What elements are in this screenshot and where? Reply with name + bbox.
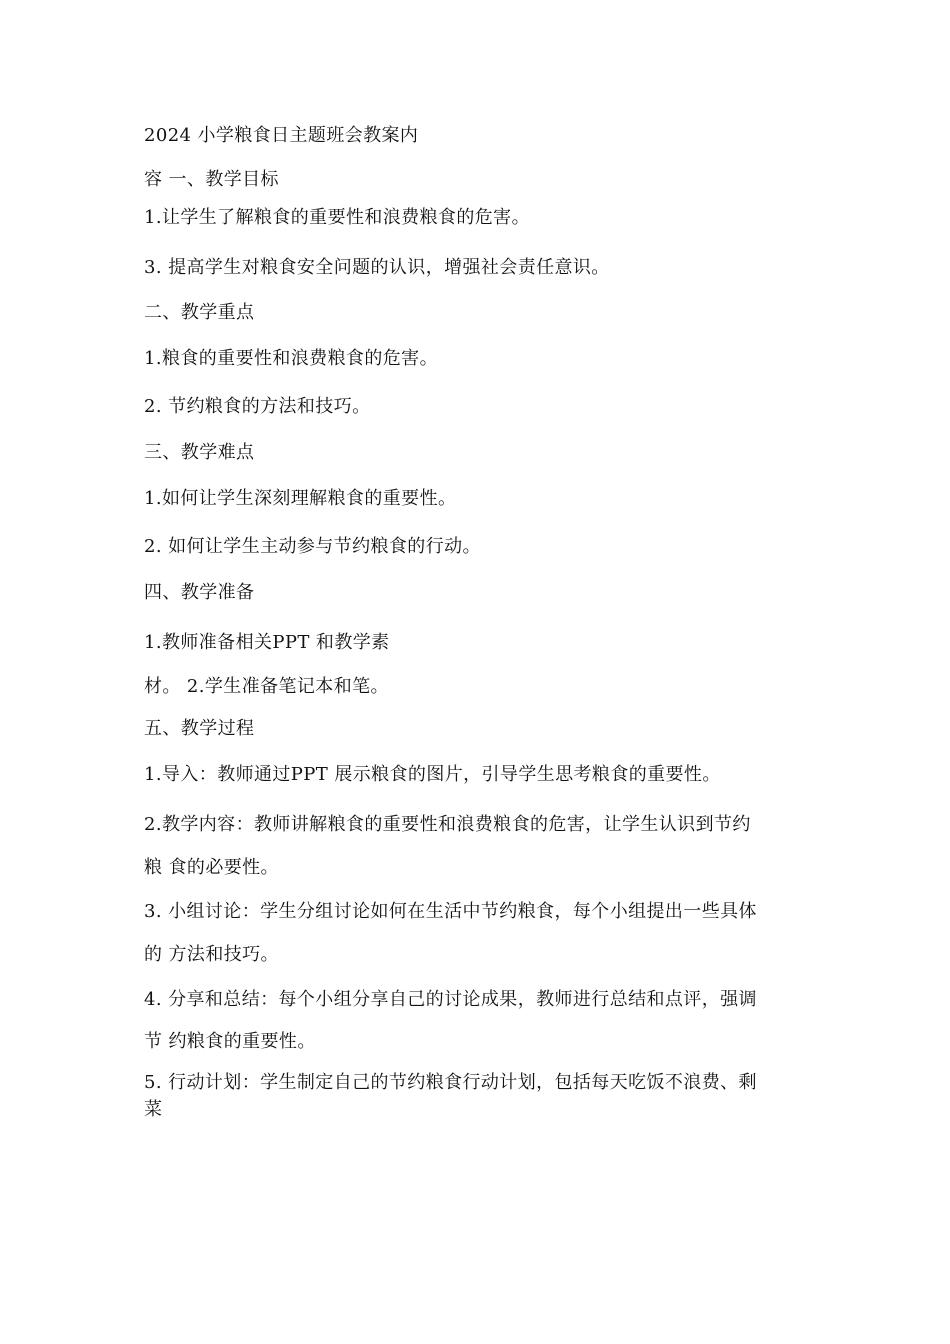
section-heading-process: 五、教学过程 — [144, 718, 255, 739]
process-item-3-line-2: 的 方法和技巧。 — [144, 944, 279, 965]
process-item-4-line-1: 4. 分享和总结：每个小组分享自己的讨论成果，教师进行总结和点评，强调 — [144, 989, 757, 1010]
difficulty-item-1: 1.如何让学生深刻理解粮食的重要性。 — [144, 488, 457, 509]
process-item-5-line-1: 5. 行动计划：学生制定自己的节约粮食行动计划，包括每天吃饭不浪费、剩 — [144, 1072, 757, 1093]
objective-item-1: 1.让学生了解粮食的重要性和浪费粮食的危害。 — [144, 207, 530, 228]
section-heading-key-points: 二、教学重点 — [144, 302, 255, 323]
process-item-1: 1.导入：教师通过PPT 展示粮食的图片，引导学生思考粮食的重要性。 — [144, 764, 721, 785]
process-item-2-line-2: 粮 食的必要性。 — [144, 857, 279, 878]
preparation-line-2: 材。 2.学生准备笔记本和笔。 — [144, 676, 389, 697]
key-point-item-2: 2. 节约粮食的方法和技巧。 — [144, 396, 371, 417]
process-item-5-line-2: 菜 — [144, 1099, 163, 1120]
objective-item-3: 3. 提高学生对粮食安全问题的认识，增强社会责任意识。 — [144, 257, 610, 278]
doc-title-line-1: 2024 小学粮食日主题班会教案内 — [144, 125, 419, 146]
preparation-line-1: 1.教师准备相关PPT 和教学素 — [144, 632, 390, 653]
process-item-4-line-2: 节 约粮食的重要性。 — [144, 1031, 316, 1052]
process-item-2-line-1: 2.教学内容：教师讲解粮食的重要性和浪费粮食的危害，让学生认识到节约 — [144, 814, 751, 835]
key-point-item-1: 1.粮食的重要性和浪费粮食的危害。 — [144, 348, 438, 369]
section-heading-preparation: 四、教学准备 — [144, 582, 255, 603]
section-heading-difficulties: 三、教学难点 — [144, 442, 255, 463]
process-item-3-line-1: 3. 小组讨论：学生分组讨论如何在生活中节约粮食，每个小组提出一些具体 — [144, 901, 757, 922]
doc-title-line-2: 容 一、教学目标 — [144, 169, 279, 190]
difficulty-item-2: 2. 如何让学生主动参与节约粮食的行动。 — [144, 536, 481, 557]
